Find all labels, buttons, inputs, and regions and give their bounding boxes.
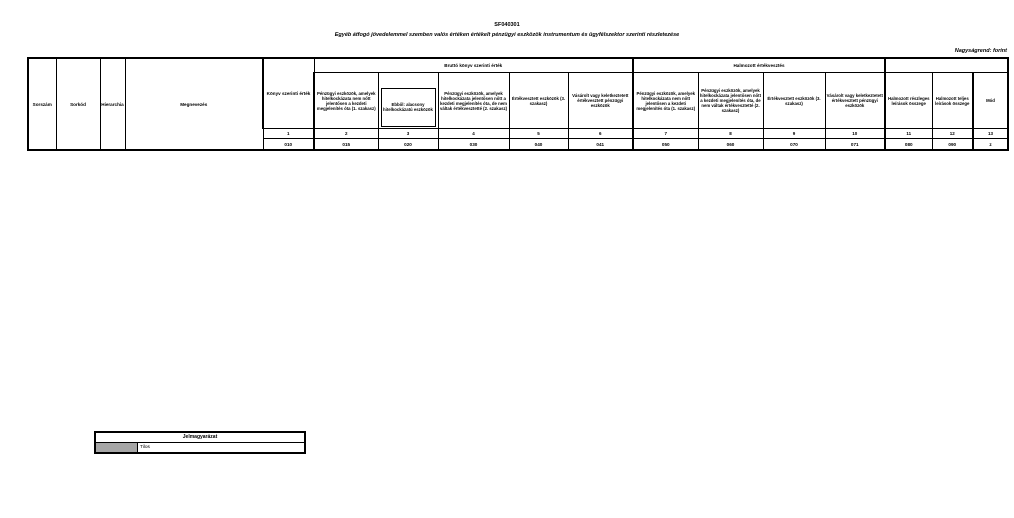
legend: [94, 431, 306, 454]
column-code: 080: [885, 139, 932, 151]
column-code: z: [973, 139, 1008, 151]
header-col10: Vásárolt vagy keletkeztetett értékvesztett pénzügyi eszközök: [825, 73, 885, 129]
column-code: 070: [763, 139, 825, 151]
column-number: 6: [568, 129, 633, 139]
forbidden-swatch: [96, 443, 138, 452]
column-number: 2: [314, 129, 378, 139]
column-number: 3: [378, 129, 438, 139]
header-sorszam: Sorszám: [28, 58, 56, 150]
header-group-empty: [885, 58, 1008, 73]
header-hierarchia: Hierarchia: [100, 58, 125, 150]
column-number: 5: [509, 129, 568, 139]
header-megnevezes: Megnevezés: [125, 58, 263, 150]
column-number: 11: [885, 129, 932, 139]
legend-label: Tilos: [140, 445, 150, 450]
header-col2: Pénzügyi eszközök, amelyek hitelkockázata nem nőtt jelentősen a kezdeti megjelenítés óta (1. szakasz): [314, 73, 378, 129]
header-konyv-szerinti-ertek: Könyv szerinti érték: [263, 58, 314, 129]
form-title: Egyéb átfogó jövedelemmel szemben valós értéken értékelt pénzügyi eszközök instrumentum és ügyfélszektor szerinti részletezése: [334, 32, 680, 38]
header-group-halmozott: Halmozott értékvesztés: [633, 58, 885, 73]
column-code: 030: [438, 139, 509, 151]
header-group-brutto: Bruttó könyv szerinti érték: [314, 58, 633, 73]
page-header: [0, 22, 1014, 38]
column-code: 015: [314, 139, 378, 151]
column-number: 9: [763, 129, 825, 139]
column-code: 020: [378, 139, 438, 151]
column-number: 4: [438, 129, 509, 139]
column-code: 071: [825, 139, 885, 151]
column-number: 7: [633, 129, 698, 139]
column-number: 13: [973, 129, 1008, 139]
legend-row: [96, 443, 304, 452]
header-col7: Pénzügyi eszközök, amelyek hitelkockázata nem nőtt jelentősen a kezdeti megjelenítés óta (1. szakasz): [633, 73, 698, 129]
column-number: 10: [825, 129, 885, 139]
header-sorkod: Sorkód: [56, 58, 100, 150]
column-number: 12: [932, 129, 973, 139]
header-col12: Halmozott teljes leírások összege: [932, 73, 973, 129]
column-code: 060: [698, 139, 763, 151]
header-col6: Vásárolt vagy keletkeztetett értékvesztett pénzügyi eszközök: [568, 73, 633, 129]
legend-title: Jelmagyarázat: [96, 433, 304, 443]
header-col4: Pénzügyi eszközök, amelyek hitelkockázata jelentősen nőtt a kezdeti megjelenítés óta, de nem váltak értékvesztetté (2. szakasz): [438, 73, 509, 129]
column-code: 010: [263, 139, 314, 151]
header-group-row: [28, 58, 1008, 73]
header-col9: Értékvesztett eszközök (3. szakasz): [763, 73, 825, 129]
column-number: 8: [698, 129, 763, 139]
header-col3: Ebből: alacsony hitelkockázatú eszközök: [378, 73, 438, 129]
column-code: 041: [568, 139, 633, 151]
report-table: [27, 57, 1009, 151]
column-code: 090: [932, 139, 973, 151]
column-code: 040: [509, 139, 568, 151]
column-number: 1: [263, 129, 314, 139]
scale-note: Nagyságrend: forint: [954, 48, 1007, 54]
header-col5: Értékvesztett eszközök (3. szakasz): [509, 73, 568, 129]
column-code: 050: [633, 139, 698, 151]
header-col11: Halmozott részleges leírások összege: [885, 73, 932, 129]
form-code: SF040301: [494, 22, 520, 28]
header-col13: Mód: [973, 73, 1008, 129]
header-col8: Pénzügyi eszközök, amelyek hitelkockázata jelentősen nőtt a kezdeti megjelenítés óta, de nem váltak értékvesztetté (2. szakasz): [698, 73, 763, 129]
